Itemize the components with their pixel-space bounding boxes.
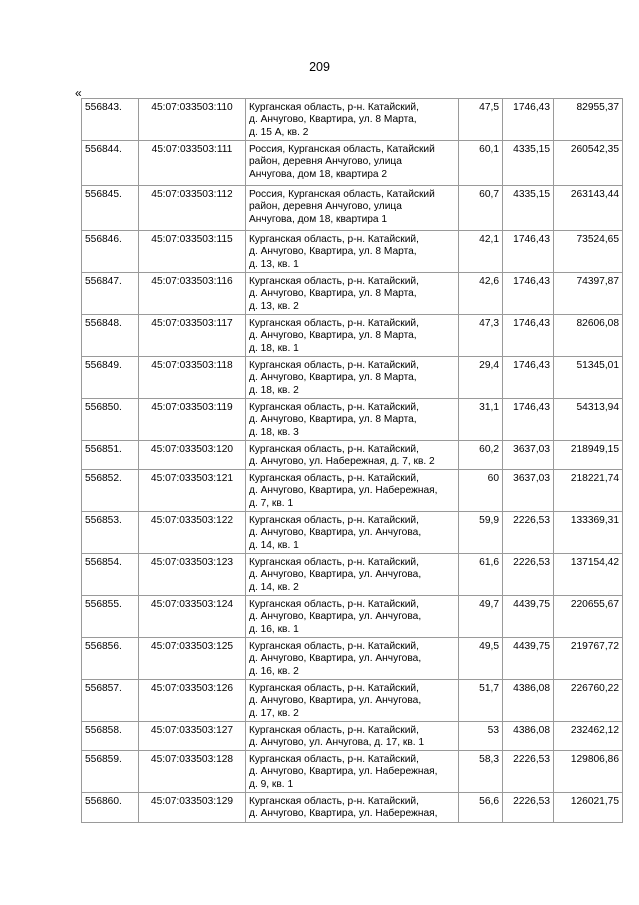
cadastral-number-cell: 45:07:033503:111: [139, 141, 246, 186]
rate-cell: 4386,08: [503, 680, 554, 722]
cadastral-number-cell: 45:07:033503:110: [139, 99, 246, 141]
cadastral-cost-cell: 219767,72: [554, 638, 623, 680]
address-line: Курганская область, р-н. Катайский,: [249, 641, 419, 652]
area-cell: 60: [459, 470, 503, 512]
rate-cell: 2226,53: [503, 751, 554, 793]
rate-cell: 1746,43: [503, 231, 554, 273]
address-line: Курганская область, р-н. Катайский,: [249, 276, 419, 287]
address-cell: [246, 357, 459, 399]
address-line: Курганская область, р-н. Катайский,: [249, 796, 419, 807]
rate-cell: 4439,75: [503, 596, 554, 638]
table-row: [82, 399, 623, 441]
rate-cell: 4386,08: [503, 722, 554, 751]
row-number-cell: 556850.: [82, 399, 139, 441]
registry-table-body: [82, 99, 623, 823]
rate-cell: 1746,43: [503, 399, 554, 441]
area-cell: 47,3: [459, 315, 503, 357]
cadastral-number-cell: 45:07:033503:116: [139, 273, 246, 315]
area-cell: 60,2: [459, 441, 503, 470]
address-line: д. Анчугово, Квартира, ул. 8 Марта,: [249, 246, 417, 258]
area-cell: 47,5: [459, 99, 503, 141]
cadastral-number-cell: 45:07:033503:119: [139, 399, 246, 441]
table-row: [82, 99, 623, 141]
address-line: Курганская область, р-н. Катайский,: [249, 444, 419, 455]
address-line: район, деревня Анчугово, улица: [249, 156, 402, 168]
cadastral-cost-cell: 218221,74: [554, 470, 623, 512]
address-line: Курганская область, р-н. Катайский,: [249, 360, 419, 371]
address-line: Курганская область, р-н. Катайский,: [249, 754, 419, 765]
cadastral-cost-cell: 126021,75: [554, 793, 623, 823]
area-cell: 59,9: [459, 512, 503, 554]
rate-cell: 2226,53: [503, 512, 554, 554]
address-line: д. 18, кв. 3: [249, 426, 299, 438]
address-cell: [246, 441, 459, 470]
address-line: Россия, Курганская область, Катайский: [249, 189, 435, 200]
rate-cell: 1746,43: [503, 357, 554, 399]
table-row: [82, 186, 623, 231]
address-line: д. Анчугово, Квартира, ул. 8 Марта,: [249, 330, 417, 342]
cadastral-number-cell: 45:07:033503:123: [139, 554, 246, 596]
table-row: [82, 231, 623, 273]
address-line: д. Анчугово, Квартира, ул. 8 Марта,: [249, 372, 417, 384]
cadastral-number-cell: 45:07:033503:120: [139, 441, 246, 470]
address-line: д. 9, кв. 1: [249, 778, 294, 790]
cadastral-number-cell: 45:07:033503:128: [139, 751, 246, 793]
row-number-cell: 556847.: [82, 273, 139, 315]
address-line: Анчугова, дом 18, квартира 1: [249, 213, 388, 225]
address-line: Курганская область, р-н. Катайский,: [249, 402, 419, 413]
address-cell: [246, 596, 459, 638]
area-cell: 61,6: [459, 554, 503, 596]
cadastral-number-cell: 45:07:033503:122: [139, 512, 246, 554]
cadastral-cost-cell: 260542,35: [554, 141, 623, 186]
cadastral-number-cell: 45:07:033503:117: [139, 315, 246, 357]
cadastral-cost-cell: 218949,15: [554, 441, 623, 470]
address-line: Курганская область, р-н. Катайский,: [249, 599, 419, 610]
address-line: д. 17, кв. 2: [249, 707, 299, 719]
address-line: д. Анчугово, Квартира, ул. Анчугова,: [249, 527, 422, 539]
address-line: Анчугова, дом 18, квартира 2: [249, 168, 388, 180]
table-row: [82, 273, 623, 315]
cadastral-number-cell: 45:07:033503:115: [139, 231, 246, 273]
area-cell: 51,7: [459, 680, 503, 722]
table-row: [82, 596, 623, 638]
address-line: д. 13, кв. 1: [249, 258, 299, 270]
rate-cell: 4335,15: [503, 141, 554, 186]
row-number-cell: 556860.: [82, 793, 139, 823]
address-cell: [246, 231, 459, 273]
cadastral-number-cell: 45:07:033503:112: [139, 186, 246, 231]
address-cell: [246, 680, 459, 722]
property-registry-table: [81, 98, 623, 823]
address-line: д. 13, кв. 2: [249, 300, 299, 312]
page-number: 209: [309, 60, 330, 74]
address-cell: [246, 722, 459, 751]
address-line: д. Анчугово, Квартира, ул. Анчугова,: [249, 611, 422, 623]
address-cell: [246, 273, 459, 315]
row-number-cell: 556853.: [82, 512, 139, 554]
cadastral-number-cell: 45:07:033503:129: [139, 793, 246, 823]
address-line: д. Анчугово, Квартира, ул. Анчугова,: [249, 569, 422, 581]
table-row: [82, 722, 623, 751]
cadastral-number-cell: 45:07:033503:127: [139, 722, 246, 751]
cadastral-cost-cell: 82955,37: [554, 99, 623, 141]
address-line: д. 16, кв. 2: [249, 665, 299, 677]
address-line: д. Анчугово, Квартира, ул. Анчугова,: [249, 653, 422, 665]
address-line: район, деревня Анчугово, улица: [249, 201, 402, 213]
table-row: [82, 441, 623, 470]
table-row: [82, 470, 623, 512]
address-line: Курганская область, р-н. Катайский,: [249, 683, 419, 694]
cadastral-cost-cell: 73524,65: [554, 231, 623, 273]
address-line: Курганская область, р-н. Катайский,: [249, 473, 419, 484]
row-number-cell: 556852.: [82, 470, 139, 512]
row-number-cell: 556851.: [82, 441, 139, 470]
address-line: д. Анчугово, Квартира, ул. 8 Марта,: [249, 414, 417, 426]
address-line: д. Анчугово, Квартира, ул. Набережная,: [249, 766, 438, 778]
area-cell: 60,7: [459, 186, 503, 231]
cadastral-number-cell: 45:07:033503:124: [139, 596, 246, 638]
rate-cell: 3637,03: [503, 470, 554, 512]
address-line: д. Анчугово, Квартира, ул. 8 Марта,: [249, 114, 417, 126]
address-line: Курганская область, р-н. Катайский,: [249, 557, 419, 568]
cadastral-cost-cell: 82606,08: [554, 315, 623, 357]
address-cell: [246, 638, 459, 680]
rate-cell: 2226,53: [503, 793, 554, 823]
address-cell: [246, 470, 459, 512]
row-number-cell: 556856.: [82, 638, 139, 680]
address-line: д. 16, кв. 1: [249, 623, 299, 635]
address-cell: [246, 99, 459, 141]
cadastral-number-cell: 45:07:033503:126: [139, 680, 246, 722]
opening-quote-mark: «: [75, 86, 82, 100]
table-row: [82, 554, 623, 596]
cadastral-number-cell: 45:07:033503:125: [139, 638, 246, 680]
cadastral-cost-cell: 133369,31: [554, 512, 623, 554]
cadastral-cost-cell: 54313,94: [554, 399, 623, 441]
area-cell: 42,6: [459, 273, 503, 315]
rate-cell: 4439,75: [503, 638, 554, 680]
address-cell: [246, 512, 459, 554]
area-cell: 60,1: [459, 141, 503, 186]
cadastral-number-cell: 45:07:033503:121: [139, 470, 246, 512]
rate-cell: 1746,43: [503, 99, 554, 141]
row-number-cell: 556859.: [82, 751, 139, 793]
cadastral-cost-cell: 226760,22: [554, 680, 623, 722]
cadastral-cost-cell: 232462,12: [554, 722, 623, 751]
table-row: [82, 638, 623, 680]
row-number-cell: 556843.: [82, 99, 139, 141]
table-row: [82, 512, 623, 554]
area-cell: 58,3: [459, 751, 503, 793]
address-line: д. Анчугово, Квартира, ул. Набережная,: [249, 808, 438, 820]
area-cell: 31,1: [459, 399, 503, 441]
rate-cell: 2226,53: [503, 554, 554, 596]
address-line: Курганская область, р-н. Катайский,: [249, 102, 419, 113]
area-cell: 49,7: [459, 596, 503, 638]
row-number-cell: 556857.: [82, 680, 139, 722]
area-cell: 49,5: [459, 638, 503, 680]
address-line: д. 14, кв. 1: [249, 539, 299, 551]
row-number-cell: 556846.: [82, 231, 139, 273]
address-line: д. 14, кв. 2: [249, 581, 299, 593]
address-cell: [246, 315, 459, 357]
address-cell: [246, 141, 459, 186]
row-number-cell: 556854.: [82, 554, 139, 596]
address-line: Курганская область, р-н. Катайский,: [249, 515, 419, 526]
address-line: д. 7, кв. 1: [249, 497, 294, 509]
address-line: Курганская область, р-н. Катайский,: [249, 725, 419, 736]
address-line: д. Анчугово, ул. Анчугова, д. 17, кв. 1: [249, 737, 425, 749]
address-cell: [246, 793, 459, 823]
table-row: [82, 141, 623, 186]
address-cell: [246, 399, 459, 441]
row-number-cell: 556858.: [82, 722, 139, 751]
cadastral-cost-cell: 263143,44: [554, 186, 623, 231]
rate-cell: 4335,15: [503, 186, 554, 231]
area-cell: 56,6: [459, 793, 503, 823]
address-line: д. 18, кв. 1: [249, 342, 299, 354]
address-line: д. Анчугово, Квартира, ул. Набережная,: [249, 485, 438, 497]
rate-cell: 3637,03: [503, 441, 554, 470]
area-cell: 53: [459, 722, 503, 751]
cadastral-cost-cell: 137154,42: [554, 554, 623, 596]
cadastral-cost-cell: 51345,01: [554, 357, 623, 399]
address-line: Россия, Курганская область, Катайский: [249, 144, 435, 155]
address-cell: [246, 751, 459, 793]
address-line: Курганская область, р-н. Катайский,: [249, 318, 419, 329]
address-line: д. Анчугово, Квартира, ул. Анчугова,: [249, 695, 422, 707]
cadastral-number-cell: 45:07:033503:118: [139, 357, 246, 399]
rate-cell: 1746,43: [503, 315, 554, 357]
cadastral-cost-cell: 74397,87: [554, 273, 623, 315]
address-cell: [246, 554, 459, 596]
cadastral-cost-cell: 129806,86: [554, 751, 623, 793]
row-number-cell: 556848.: [82, 315, 139, 357]
address-line: д. Анчугово, ул. Набережная, д. 7, кв. 2: [249, 456, 435, 468]
row-number-cell: 556855.: [82, 596, 139, 638]
row-number-cell: 556849.: [82, 357, 139, 399]
table-row: [82, 680, 623, 722]
cadastral-cost-cell: 220655,67: [554, 596, 623, 638]
address-line: д. Анчугово, Квартира, ул. 8 Марта,: [249, 288, 417, 300]
area-cell: 42,1: [459, 231, 503, 273]
row-number-cell: 556845.: [82, 186, 139, 231]
area-cell: 29,4: [459, 357, 503, 399]
table-row: [82, 357, 623, 399]
rate-cell: 1746,43: [503, 273, 554, 315]
address-line: д. 18, кв. 2: [249, 384, 299, 396]
table-row: [82, 793, 623, 823]
address-line: Курганская область, р-н. Катайский,: [249, 234, 419, 245]
address-cell: [246, 186, 459, 231]
table-row: [82, 751, 623, 793]
row-number-cell: 556844.: [82, 141, 139, 186]
table-row: [82, 315, 623, 357]
address-line: д. 15 А, кв. 2: [249, 126, 309, 138]
